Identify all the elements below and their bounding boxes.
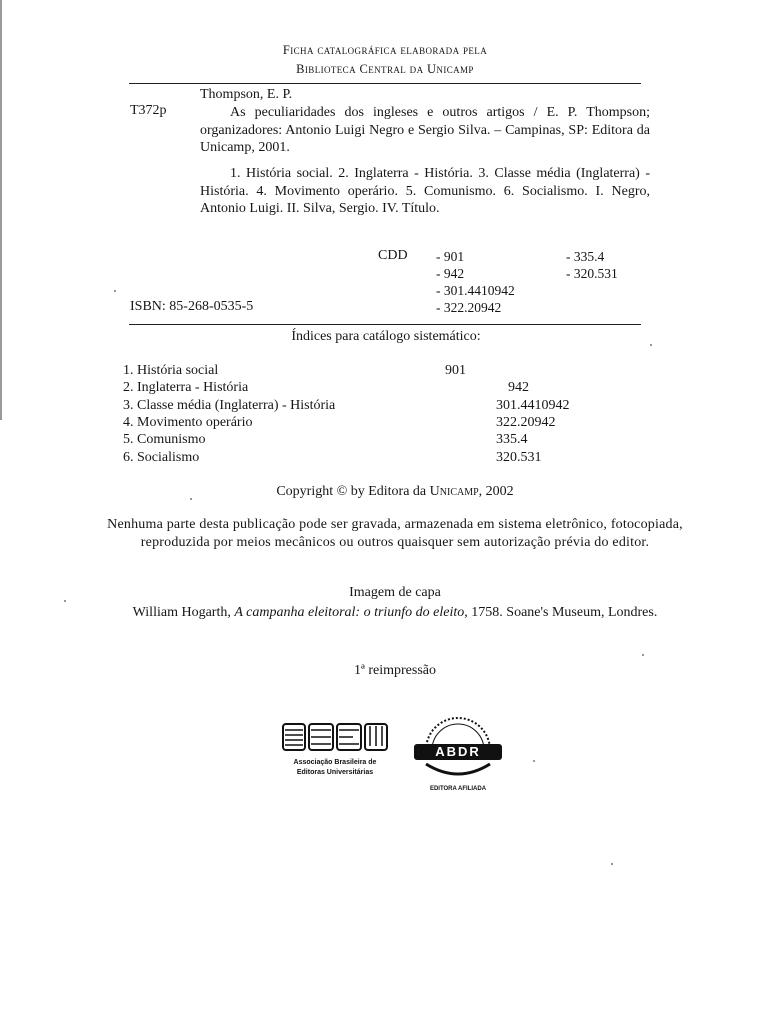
cover-image-title: Imagem de capa: [349, 585, 441, 600]
abdr-logo: [408, 710, 508, 794]
scan-speck: [64, 600, 66, 602]
cover-work-title: A campanha eleitoral: o triunfo do eleito: [234, 605, 465, 620]
index-item-label: 1. História social: [123, 363, 219, 378]
header-line-1: Ficha catalográfica elaborada pela: [282, 43, 488, 57]
reprint-note: 1ª reimpressão: [353, 663, 436, 678]
cdd-code: - 322.20942: [436, 300, 502, 315]
cdd-code: - 901: [436, 249, 465, 264]
scan-edge: [0, 0, 2, 420]
index-title: Índices para catálogo sistemático:: [291, 329, 481, 344]
cover-image-credit: [100, 604, 690, 622]
copyright-prefix: Copyright © by Editora da: [276, 484, 430, 499]
cover-credit-rest: , 1758. Soane's Museum, Londres.: [464, 605, 658, 620]
index-item-code: 301.4410942: [496, 398, 570, 413]
cdd-code: - 942: [436, 266, 465, 281]
scan-speck: [190, 498, 192, 500]
index-item-label: 4. Movimento operário: [123, 415, 253, 430]
copyright-line: [100, 484, 690, 500]
rights-notice: Nenhuma parte desta publicação pode ser gravada, armazenada em sistema eletrônico, fotocopiada, reproduzida por meios mecânicos ou outros quaisquer sem autorização prévia do editor.: [107, 517, 683, 550]
index-item-label: 6. Socialismo: [123, 450, 200, 465]
copyright-publisher: Unicamp: [429, 484, 479, 499]
top-rule: [129, 83, 641, 84]
index-item-label: 5. Comunismo: [123, 432, 206, 447]
index-item-label: 2. Inglaterra - História: [123, 380, 249, 395]
catalog-description: As peculiaridades dos ingleses e outros artigos / E. P. Thompson; organizadores: Antonio Luigi Negro e Sergio Silva. – Campinas, SP: Editora da Unicamp, 2001.: [200, 105, 650, 155]
scan-speck: [533, 760, 535, 762]
scan-speck: [642, 654, 644, 656]
cdd-label: CDD: [378, 248, 408, 263]
scan-speck: [611, 863, 613, 865]
abdr-name: ABDR: [435, 744, 481, 759]
index-item-code: 320.531: [496, 450, 542, 465]
cdd-code: - 320.531: [566, 266, 618, 281]
copyright-year: , 2002: [478, 484, 514, 499]
catalog-subjects: 1. História social. 2. Inglaterra - História. 3. Classe média (Inglaterra) - História. 4. Movimento operário. 5. Comunismo. 6. Socialismo. I. Negro, Antonio Luigi. II. Silva, Sergio. IV. Título.: [200, 166, 650, 216]
cdd-code: - 301.4410942: [436, 283, 515, 298]
header-line-2: Biblioteca Central da Unicamp: [296, 62, 474, 76]
cover-artist: William Hogarth,: [132, 605, 235, 620]
index-item-code: 322.20942: [496, 415, 556, 430]
index-item-label: 3. Classe média (Inglaterra) - História: [123, 398, 336, 413]
cdd-code: - 335.4: [566, 249, 605, 264]
scan-speck: [114, 290, 116, 292]
index-item-code: 335.4: [496, 432, 528, 447]
scan-speck: [650, 344, 652, 346]
abeu-caption-1: Associação Brasileira de: [293, 759, 377, 766]
abdr-caption: EDITORA AFILIADA: [429, 786, 487, 792]
isbn: ISBN: 85-268-0535-5: [130, 299, 254, 314]
author: Thompson, E. P.: [200, 87, 293, 102]
index-item-code: 942: [508, 380, 529, 395]
index-item-code: 901: [445, 363, 466, 378]
abeu-logo: [275, 716, 395, 780]
index-rule: [129, 324, 641, 325]
abeu-caption-2: Editoras Universitárias: [296, 769, 374, 776]
call-number: T372p: [130, 103, 167, 118]
